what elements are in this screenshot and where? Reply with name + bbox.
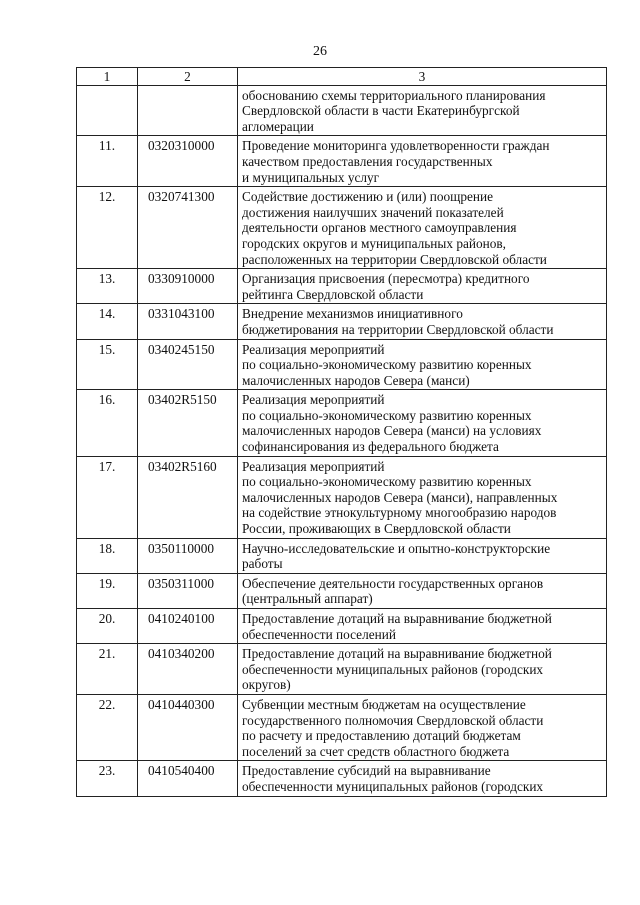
description-line: Реализация мероприятий bbox=[242, 341, 385, 357]
row-code: 0320310000 bbox=[138, 136, 238, 187]
row-number bbox=[77, 85, 138, 136]
description-line: (центральный аппарат) bbox=[242, 591, 373, 607]
row-code bbox=[138, 85, 238, 136]
row-description bbox=[238, 694, 607, 760]
table-header-row bbox=[77, 68, 607, 86]
description-line: Предоставление дотаций на выравнивание бюджетной bbox=[242, 646, 552, 662]
description-line: Обеспечение деятельности государственных органов bbox=[242, 575, 544, 591]
row-number: 20. bbox=[77, 609, 138, 644]
description-line: и муниципальных услуг bbox=[242, 169, 380, 185]
description-line: софинансирования из федерального бюджета bbox=[242, 439, 499, 455]
row-code: 03402R5150 bbox=[138, 390, 238, 456]
row-description bbox=[238, 390, 607, 456]
description-line: малочисленных народов Севера (манси), направленных bbox=[242, 489, 558, 505]
row-description bbox=[238, 269, 607, 304]
description-line: обеспеченности поселений bbox=[242, 626, 396, 642]
table-row bbox=[77, 187, 607, 269]
row-number: 23. bbox=[77, 761, 138, 796]
row-description bbox=[238, 85, 607, 136]
table-row bbox=[77, 269, 607, 304]
table-row bbox=[77, 761, 607, 796]
row-description bbox=[238, 644, 607, 695]
row-code: 0340245150 bbox=[138, 339, 238, 390]
row-code: 0331043100 bbox=[138, 304, 238, 339]
row-description bbox=[238, 187, 607, 269]
row-number: 15. bbox=[77, 339, 138, 390]
table-row bbox=[77, 339, 607, 390]
row-number: 14. bbox=[77, 304, 138, 339]
description-line: поселений за счет средств областного бюджета bbox=[242, 743, 510, 759]
description-line: качеством предоставления государственных bbox=[242, 153, 493, 169]
description-line: бюджетирования на территории Свердловской области bbox=[242, 321, 554, 337]
description-line: Предоставление дотаций на выравнивание бюджетной bbox=[242, 611, 552, 626]
row-number: 12. bbox=[77, 187, 138, 269]
row-code: 03402R5160 bbox=[138, 456, 238, 538]
row-number: 22. bbox=[77, 694, 138, 760]
row-description bbox=[238, 339, 607, 390]
page-number: 26 bbox=[313, 44, 327, 59]
column-header-3: 3 bbox=[238, 68, 607, 86]
description-line: по расчету и предоставлению дотаций бюджетам bbox=[242, 728, 521, 744]
row-number: 19. bbox=[77, 573, 138, 608]
row-code: 0410440300 bbox=[138, 694, 238, 760]
description-line: Предоставление субсидий на выравнивание bbox=[242, 763, 491, 779]
description-line: России, проживающих в Свердловской области bbox=[242, 521, 511, 537]
table-row bbox=[77, 456, 607, 538]
table-row bbox=[77, 304, 607, 339]
description-line: Реализация мероприятий bbox=[242, 392, 385, 408]
table-row bbox=[77, 694, 607, 760]
row-description bbox=[238, 304, 607, 339]
row-number: 16. bbox=[77, 390, 138, 456]
description-line: расположенных на территории Свердловской области bbox=[242, 251, 547, 267]
row-code: 0410240100 bbox=[138, 609, 238, 644]
description-line: Субвенции местным бюджетам на осуществление bbox=[242, 696, 526, 712]
description-line: Внедрение механизмов инициативного bbox=[242, 306, 463, 322]
description-line: обеспеченности муниципальных районов (городских bbox=[242, 778, 544, 794]
table-row bbox=[77, 538, 607, 573]
description-line: городских округов и муниципальных районов, bbox=[242, 235, 507, 251]
description-line: работы bbox=[242, 556, 283, 572]
description-line: Содействие достижению и (или) поощрение bbox=[242, 189, 494, 205]
row-number: 18. bbox=[77, 538, 138, 573]
description-line: обоснованию схемы территориального планирования bbox=[242, 87, 546, 103]
description-line: по социально-экономическому развитию коренных bbox=[242, 357, 532, 373]
row-code: 0410340200 bbox=[138, 644, 238, 695]
description-line: деятельности органов местного самоуправления bbox=[242, 220, 517, 236]
description-line: Свердловской области в части Екатеринбургской bbox=[242, 103, 520, 119]
table-row bbox=[77, 609, 607, 644]
table-row bbox=[77, 85, 607, 136]
description-line: малочисленных народов Севера (манси) на условиях bbox=[242, 423, 542, 439]
description-line: по социально-экономическому развитию коренных bbox=[242, 407, 532, 423]
row-number: 11. bbox=[77, 136, 138, 187]
row-code: 0320741300 bbox=[138, 187, 238, 269]
row-code: 0350311000 bbox=[138, 573, 238, 608]
row-description bbox=[238, 538, 607, 573]
description-line: Реализация мероприятий bbox=[242, 458, 385, 474]
table-row bbox=[77, 390, 607, 456]
description-line: Организация присвоения (пересмотра) кредитного bbox=[242, 271, 530, 287]
column-header-2: 2 bbox=[138, 68, 238, 86]
row-description bbox=[238, 761, 607, 796]
table-row bbox=[77, 644, 607, 695]
budget-codes-table bbox=[76, 67, 607, 797]
row-number: 13. bbox=[77, 269, 138, 304]
row-description bbox=[238, 136, 607, 187]
table-row bbox=[77, 573, 607, 608]
description-line: малочисленных народов Севера (манси) bbox=[242, 372, 470, 388]
row-description bbox=[238, 609, 607, 644]
description-line: на содействие этнокультурному многообразию народов bbox=[242, 505, 557, 521]
row-number: 17. bbox=[77, 456, 138, 538]
row-code: 0330910000 bbox=[138, 269, 238, 304]
description-line: государственного полномочия Свердловской области bbox=[242, 712, 544, 728]
description-line: Научно-исследовательские и опытно-конструкторские bbox=[242, 540, 551, 556]
description-line: округов) bbox=[242, 677, 291, 693]
description-line: агломерации bbox=[242, 118, 314, 134]
description-line: по социально-экономическому развитию коренных bbox=[242, 474, 532, 490]
column-header-1: 1 bbox=[77, 68, 138, 86]
row-code: 0350110000 bbox=[138, 538, 238, 573]
description-line: Проведение мониторинга удовлетворенности граждан bbox=[242, 138, 550, 154]
row-number: 21. bbox=[77, 644, 138, 695]
row-description bbox=[238, 456, 607, 538]
table-row bbox=[77, 136, 607, 187]
row-description bbox=[238, 573, 607, 608]
description-line: обеспеченности муниципальных районов (городских bbox=[242, 661, 544, 677]
description-line: достижения наилучших значений показателей bbox=[242, 204, 504, 220]
description-line: рейтинга Свердловской области bbox=[242, 286, 424, 302]
row-code: 0410540400 bbox=[138, 761, 238, 796]
